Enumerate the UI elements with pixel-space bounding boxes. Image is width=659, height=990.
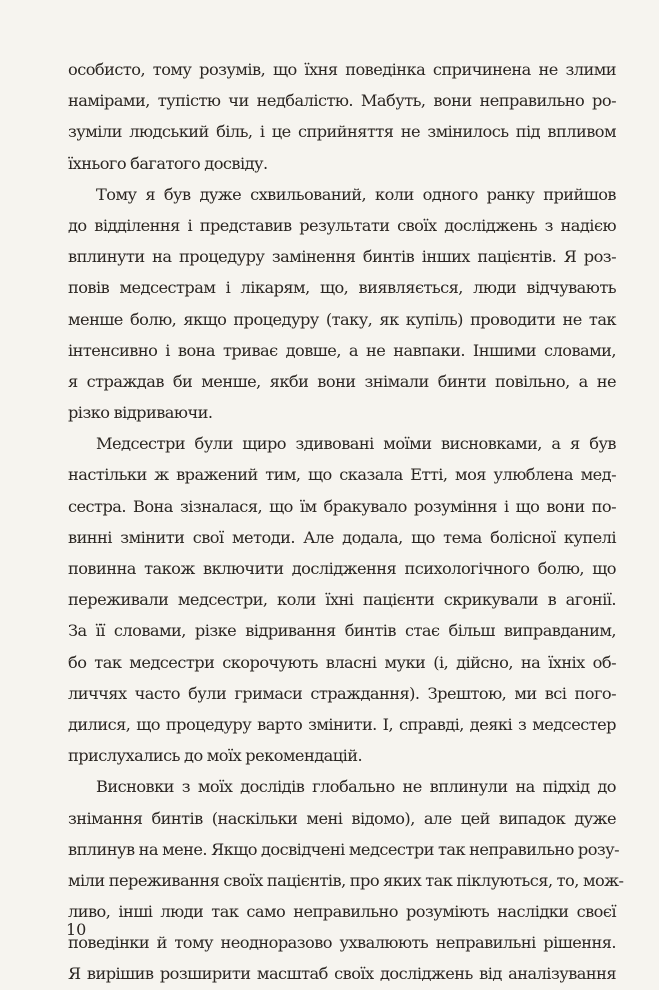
text-line: личчях часто були гримаси страждання). Зрештою, ми всі пого- xyxy=(68,683,616,703)
text-line: Я вирішив розширити масштаб своїх досліджень від аналізування xyxy=(68,964,616,984)
text-line: намірами, тупістю чи недбалістю. Мабуть, вони неправильно ро- xyxy=(68,91,616,111)
text-line: особисто, тому розумів, що їхня поведінка спричинена не злими xyxy=(68,60,616,79)
text-line: я страждав би менше, якби вони знімали бинти повільно, а не xyxy=(68,371,616,391)
text-line: Висновки з моїх дослідів глобально не вплинули на підхід до xyxy=(96,777,616,797)
text-line: їхнього багатого досвіду. xyxy=(68,153,268,173)
text-line: вплинув на мене. Якщо досвідчені медсестри так неправильно розу- xyxy=(68,839,620,859)
text-line: різко відриваючи. xyxy=(68,403,213,423)
text-line: повів медсестрам і лікарям, що, виявляється, люди відчувають xyxy=(68,278,616,298)
text-line: винні змінити свої методи. Але додала, що тема болісної купелі xyxy=(68,527,616,547)
text-line: менше болю, якщо процедуру (таку, як купіль) проводити не так xyxy=(68,309,616,329)
text-line: до відділення і представив результати своїх досліджень з надією xyxy=(68,215,616,235)
text-line: сестра. Вона зізналася, що їм бракувало розуміння і що вони по- xyxy=(68,496,616,516)
text-line: переживали медсестри, коли їхні пацієнти скрикували в агонії. xyxy=(68,590,616,610)
text-line: зуміли людський біль, і це сприйняття не змінилось під впливом xyxy=(68,122,616,142)
text-line: знімання бинтів (наскільки мені відомо), але цей випадок дуже xyxy=(68,808,616,828)
text-line: повинна також включити дослідження психологічного болю, що xyxy=(68,559,616,578)
text-line: настільки ж вражений тим, що сказала Етті, моя улюблена мед- xyxy=(68,465,616,485)
text-line: бо так медсестри скорочують власні муки (і, дійсно, на їхніх об- xyxy=(68,652,616,672)
text-line: міли переживання своїх пацієнтів, про яких так піклуються, то, мож- xyxy=(68,870,624,890)
text-line: вплинути на процедуру замінення бинтів інших пацієнтів. Я роз- xyxy=(68,247,616,267)
text-line: дилися, що процедуру варто змінити. І, справді, деякі з медсестер xyxy=(68,714,616,734)
text-line: ливо, інші люди так само неправильно розуміють наслідки своєї xyxy=(68,902,616,922)
text-line: Медсестри були щиро здивовані моїми висновками, а я був xyxy=(96,434,616,454)
body-text xyxy=(68,54,624,990)
text-line: За її словами, різке відривання бинтів стає більш виправданим, xyxy=(68,621,616,641)
text-line: поведінки й тому неодноразово ухвалюють неправильні рішення. xyxy=(68,933,616,953)
text-line: інтенсивно і вона триває довше, а не навпаки. Іншими словами, xyxy=(68,340,616,360)
text-line: прислухались до моїх рекомендацій. xyxy=(68,746,363,766)
text-line: Тому я був дуже схвильований, коли одного ранку прийшов xyxy=(96,184,616,204)
page-number: 10 xyxy=(66,920,87,939)
